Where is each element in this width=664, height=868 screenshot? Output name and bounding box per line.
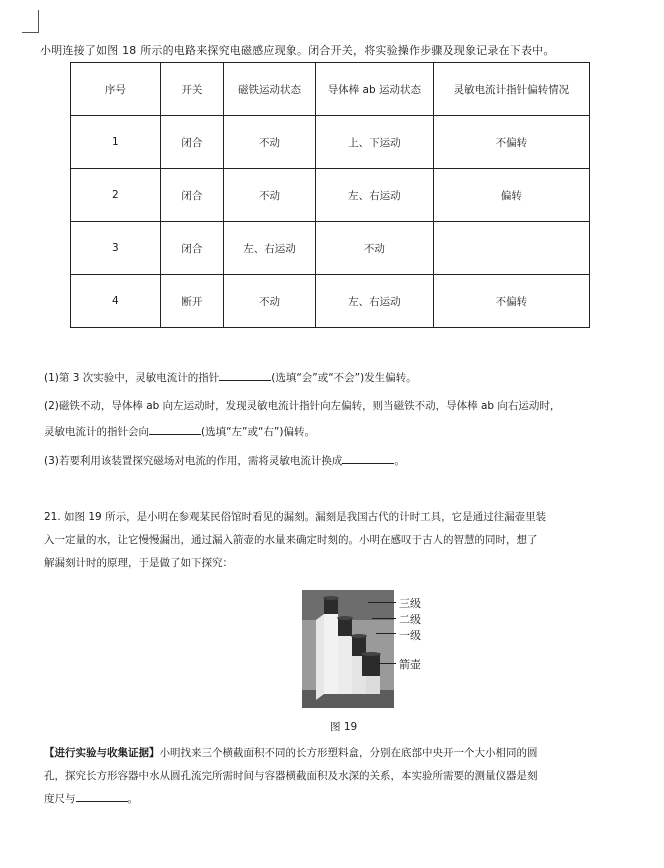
experiment-text: 小明找来三个横截面积不同的长方形塑料盒，分别在底部中央开一个大小相同的圆 bbox=[159, 747, 538, 759]
experiment-line-1 bbox=[44, 742, 634, 765]
table-cell: 不偏转 bbox=[433, 275, 589, 328]
table-row bbox=[71, 222, 590, 275]
table-cell: 4 bbox=[71, 275, 161, 328]
table-cell: 不动 bbox=[224, 116, 316, 169]
pointer-line bbox=[372, 618, 396, 619]
pointer-line bbox=[368, 602, 396, 603]
table-header: 灵敏电流计指针偏转情况 bbox=[433, 63, 589, 116]
answer-blank bbox=[149, 424, 201, 435]
table-header-row bbox=[71, 63, 590, 116]
figure-caption: 图 19 bbox=[330, 721, 358, 733]
table-cell: 3 bbox=[71, 222, 161, 275]
answer-blank bbox=[342, 453, 394, 464]
table-cell: 断开 bbox=[160, 275, 223, 328]
table-cell: 闭合 bbox=[160, 116, 223, 169]
problem-21-line-2: 入一定量的水，让它慢慢漏出，通过漏入箭壶的水量来确定时刻的。小明在感叹于古人的智慧的同时，想了 bbox=[44, 534, 538, 546]
pointer-line bbox=[378, 663, 396, 664]
table-header: 开关 bbox=[160, 63, 223, 116]
question-2-options: (选填“左”或“右”)偏转。 bbox=[201, 426, 315, 438]
page-corner-mark bbox=[22, 10, 39, 33]
question-2-text: 灵敏电流计的指针会向 bbox=[44, 426, 149, 438]
experiment-text: 度尺与 bbox=[44, 793, 76, 805]
table-cell: 不动 bbox=[224, 169, 316, 222]
question-3-text: (3)若要利用该装置探究磁场对电流的作用，需将灵敏电流计换成 bbox=[44, 455, 343, 467]
question-3 bbox=[44, 453, 405, 468]
table-cell: 闭合 bbox=[160, 222, 223, 275]
table-cell: 左、右运动 bbox=[315, 275, 433, 328]
question-1 bbox=[44, 370, 417, 385]
table-header: 序号 bbox=[71, 63, 161, 116]
table-cell: 不偏转 bbox=[433, 116, 589, 169]
question-2-line-2 bbox=[44, 424, 315, 439]
question-1-options: (选填“会”或“不会”)发生偏转。 bbox=[271, 372, 417, 384]
answer-blank bbox=[76, 791, 128, 802]
label-second-level: 二级 bbox=[399, 613, 421, 626]
question-3-end: 。 bbox=[394, 455, 405, 467]
table-cell: 上、下运动 bbox=[315, 116, 433, 169]
table-cell: 2 bbox=[71, 169, 161, 222]
water-clock-illustration bbox=[302, 590, 394, 708]
table-cell: 闭合 bbox=[160, 169, 223, 222]
problem-21-line-3: 解漏刻计时的原理，于是做了如下探究： bbox=[44, 557, 233, 569]
problem-21-line-1: 21. 如图 19 所示，是小明在参观某民俗馆时看见的漏刻。漏刻是我国古代的计时工具，它是通过往漏壶里装 bbox=[44, 511, 547, 523]
intro-text: 小明连接了如图 18 所示的电路来探究电磁感应现象。闭合开关，将实验操作步骤及现象记录在下表中。 bbox=[40, 44, 555, 57]
water-clock-photo bbox=[302, 590, 394, 708]
experiment-end: 。 bbox=[127, 793, 138, 805]
table-cell: 左、右运动 bbox=[315, 169, 433, 222]
table-header: 导体棒 ab 运动状态 bbox=[315, 63, 433, 116]
pointer-line bbox=[376, 633, 396, 634]
table-header: 磁铁运动状态 bbox=[224, 63, 316, 116]
question-2-line-1: (2)磁铁不动，导体棒 ab 向左运动时，发现灵敏电流计指针向左偏转，则当磁铁不动，导体棒 ab 向右运动时， bbox=[44, 400, 561, 412]
table-row bbox=[71, 169, 590, 222]
table-row bbox=[71, 116, 590, 169]
experiment-paragraph bbox=[44, 742, 634, 811]
experiment-line-3 bbox=[44, 788, 634, 811]
table-cell: 1 bbox=[71, 116, 161, 169]
table-cell: 左、右运动 bbox=[224, 222, 316, 275]
label-third-level: 三级 bbox=[399, 597, 421, 610]
table-cell bbox=[433, 222, 589, 275]
problem-21 bbox=[44, 506, 634, 575]
question-1-text: (1)第 3 次实验中，灵敏电流计的指针 bbox=[44, 372, 220, 384]
label-first-level: 一级 bbox=[399, 629, 421, 642]
answer-blank bbox=[219, 370, 271, 381]
table-cell: 不动 bbox=[224, 275, 316, 328]
table-cell: 偏转 bbox=[433, 169, 589, 222]
experiment-table bbox=[70, 62, 590, 328]
table-cell: 不动 bbox=[315, 222, 433, 275]
section-heading: 【进行实验与收集证据】 bbox=[44, 747, 160, 759]
table-row bbox=[71, 275, 590, 328]
experiment-line-2: 孔，探究长方形容器中水从圆孔流完所需时间与容器横截面积及水深的关系，本实验所需要的测量仪器是刻 bbox=[44, 770, 538, 782]
label-arrow-pot: 箭壶 bbox=[399, 658, 421, 671]
